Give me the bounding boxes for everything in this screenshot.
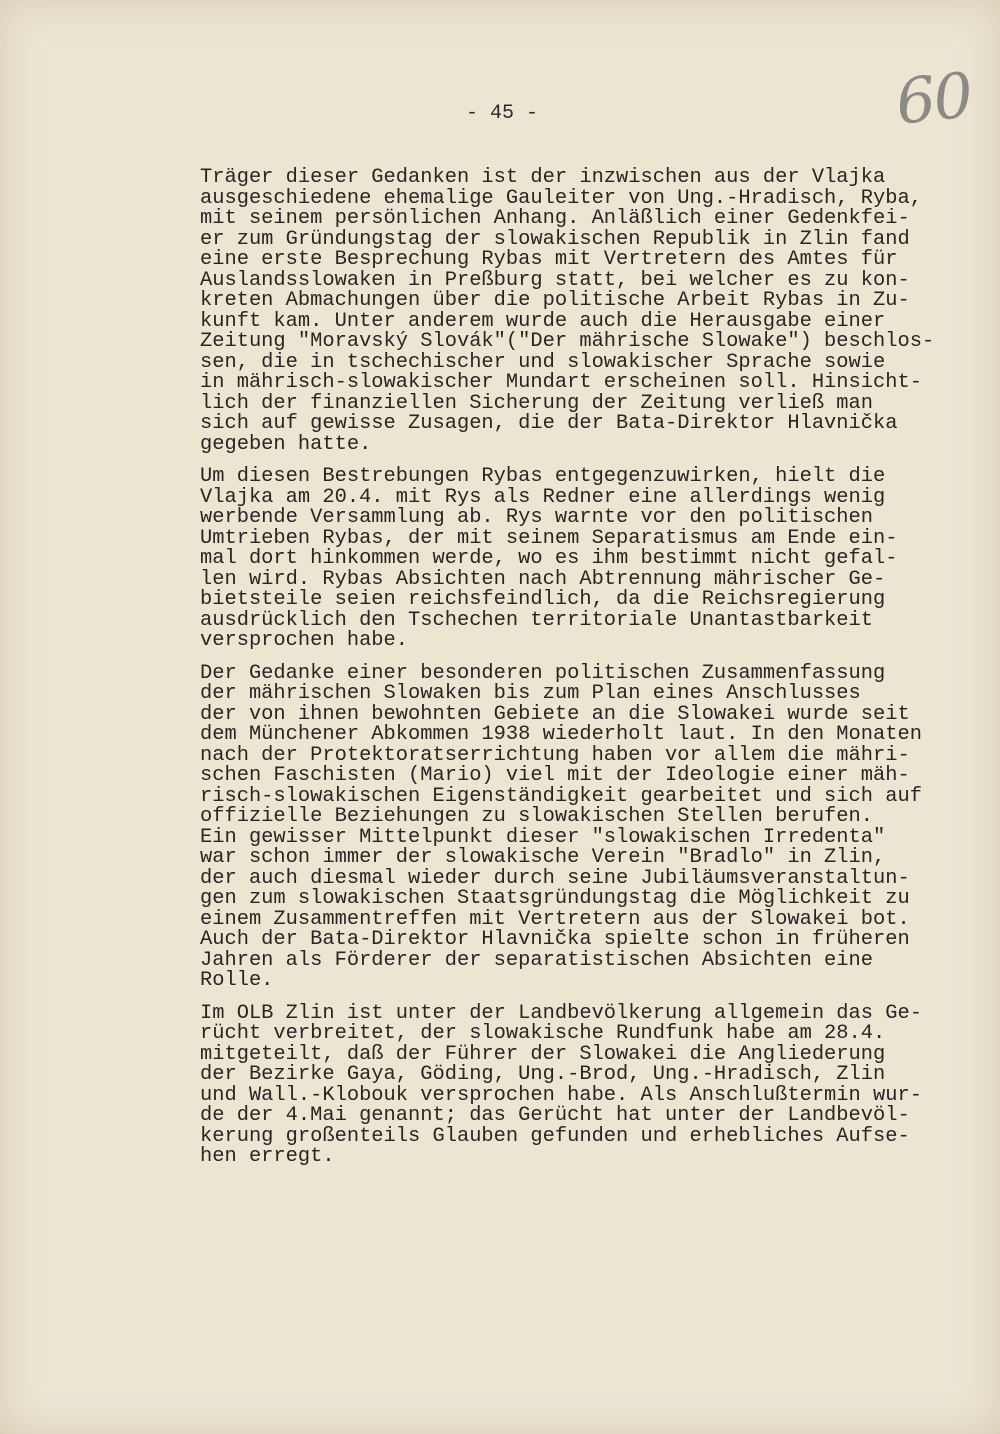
text-line: er zum Gründungstag der slowakischen Republik in Zlin fand: [200, 227, 910, 251]
text-line: Ein gewisser Mittelpunkt dieser "slowakischen Irredenta": [200, 825, 886, 849]
text-line: nach der Protektoratserrichtung haben vor allem die mähri-: [200, 743, 910, 767]
text-line: in mährisch-slowakischer Mundart erscheinen soll. Hinsicht-: [200, 371, 922, 394]
text-line: einem Zusammentreffen mit Vertretern aus der Slowakei bot.: [200, 907, 910, 931]
text-line: Vlajka am 20.4. mit Rys als Redner eine allerdings wenig: [200, 485, 886, 509]
text-line: werbende Versammlung ab. Rys warnte vor den politischen: [200, 506, 874, 529]
text-line: der mährischen Slowaken bis zum Plan eines Anschlusses: [200, 682, 861, 705]
text-line: Zeitung "Moravský Slovák"("Der mährische Slowake") beschlos-: [200, 330, 935, 353]
text-line: lich der finanziellen Sicherung der Zeitung verließ man: [200, 391, 874, 415]
text-line: len wird. Rybas Absichten nach Abtrennung mährischer Ge-: [200, 567, 886, 591]
paragraph: [200, 1001, 975, 1168]
text-line: Im OLB Zlin ist unter der Landbevölkerung allgemein das Ge-: [200, 1001, 922, 1025]
text-line: ausgeschiedene ehemalige Gauleiter von Ung.-Hradisch, Ryba,: [200, 186, 922, 210]
text-line: und Wall.-Klobouk versprochen habe. Als Anschlußtermin wur-: [200, 1083, 922, 1107]
text-line: gegeben hatte.: [200, 432, 372, 456]
text-line: mit seinem persönlichen Anhang. Anläßlich einer Gedenkfei-: [200, 207, 910, 230]
text-line: de der 4.Mai genannt; das Gerücht hat unter der Landbevöl-: [200, 1104, 910, 1127]
text-line: schen Faschisten (Mario) viel mit der Ideologie einer mäh-: [200, 764, 910, 787]
text-line: kreten Abmachungen über die politische Arbeit Rybas in Zu-: [200, 289, 910, 312]
text-line: Träger dieser Gedanken ist der inzwischen aus der Vlajka: [200, 166, 886, 189]
text-line: Um diesen Bestrebungen Rybas entgegenzuwirken, hielt die: [200, 465, 886, 488]
text-line: Auch der Bata-Direktor Hlavnička spielte schon in früheren: [200, 928, 910, 951]
text-line: der Bezirke Gaya, Göding, Ung.-Brod, Ung.-Hradisch, Zlin: [200, 1063, 886, 1086]
text-line: Jahren als Förderer der separatistischen Absichten eine: [200, 948, 874, 972]
text-line: dem Münchener Abkommen 1938 wiederholt laut. In den Monaten: [200, 723, 922, 746]
text-line: kunft kam. Unter anderem wurde auch die Herausgabe einer: [200, 309, 886, 333]
paragraph: [200, 661, 975, 992]
page-number: - 45 -: [465, 102, 538, 125]
text-line: Auslandsslowaken in Preßburg statt, bei welcher es zu kon-: [200, 268, 910, 292]
text-line: risch-slowakischen Eigenständigkeit gearbeitet und sich auf: [200, 784, 922, 808]
text-line: Rolle.: [200, 969, 274, 992]
text-line: versprochen habe.: [200, 629, 409, 652]
document-body: [200, 168, 975, 1180]
paragraph: [200, 168, 975, 455]
text-line: eine erste Besprechung Rybas mit Vertretern des Amtes für: [200, 248, 898, 271]
text-line: sen, die in tschechischer und slowakischer Sprache sowie: [200, 350, 886, 374]
text-line: Der Gedanke einer besonderen politischen Zusammenfassung: [200, 661, 886, 685]
paragraph: [200, 467, 975, 652]
text-line: rücht verbreitet, der slowakische Rundfunk habe am 28.4.: [200, 1022, 886, 1045]
text-line: ausdrücklich den Tschechen territoriale Unantastbarkeit: [200, 608, 874, 632]
text-line: mitgeteilt, daß der Führer der Slowakei die Angliederung: [200, 1042, 886, 1066]
text-line: bietsteile seien reichsfeindlich, da die Reichsregierung: [200, 588, 886, 611]
text-line: sich auf gewisse Zusagen, die der Bata-Direktor Hlavnička: [200, 412, 898, 435]
text-line: der auch diesmal wieder durch seine Jubiläumsveranstaltun-: [200, 866, 910, 890]
text-line: mal dort hinkommen werde, wo es ihm bestimmt nicht gefal-: [200, 547, 898, 570]
text-line: war schon immer der slowakische Verein "Bradlo" in Zlin,: [200, 846, 886, 869]
text-line: offizielle Beziehungen zu slowakischen Stellen berufen.: [200, 805, 874, 828]
text-line: Umtrieben Rybas, der mit seinem Separatismus am Ende ein-: [200, 526, 898, 550]
text-line: kerung großenteils Glauben gefunden und erhebliches Aufse-: [200, 1124, 910, 1148]
text-line: hen erregt.: [200, 1145, 335, 1168]
text-line: der von ihnen bewohnten Gebiete an die Slowakei wurde seit: [200, 702, 910, 726]
text-line: gen zum slowakischen Staatsgründungstag die Möglichkeit zu: [200, 887, 910, 910]
handwritten-archive-number: 60: [892, 58, 975, 139]
